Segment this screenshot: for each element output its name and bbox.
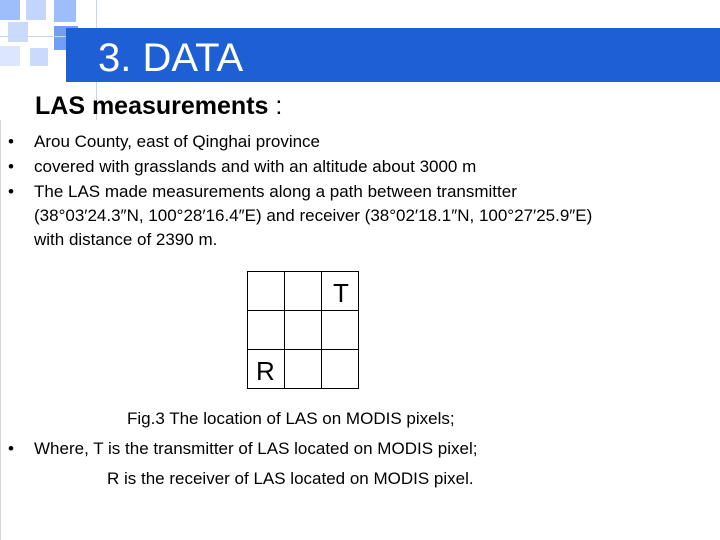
subtitle-text: LAS measurements [35,92,269,120]
bullet-text: with distance of 2390 m. [34,230,218,249]
bullet-marker: • [8,439,14,458]
grid-cell [284,310,322,350]
grid-cell [321,349,359,389]
grid-cell [284,349,322,389]
grid-cell [284,271,322,311]
decor-square [26,0,46,20]
figure-caption: Fig.3 The location of LAS on MODIS pixels; [127,409,455,428]
grid-cell [321,310,359,350]
grid-cell-receiver [247,349,285,389]
bullet-marker: • [8,182,14,201]
bullet-text: Arou County, east of Qinghai province [34,132,321,151]
slide-title: 3. DATA [98,36,244,80]
note-text: Where, T is the transmitter of LAS located on MODIS pixel; [34,439,478,458]
bullet-text: (38°03′24.3″N, 100°28′16.4″E) and receiver (38°02′18.1″N, 100°27′25.9″E) [34,206,593,225]
slide-edge [0,120,1,540]
bullet-text: covered with grasslands and with an altitude about 3000 m [34,157,477,176]
transmitter-label: T [333,278,349,308]
bullet-marker: • [8,157,14,176]
decor-square [54,0,76,22]
grid-cell-transmitter [321,271,359,311]
slide-subtitle [35,90,282,122]
note-text: R is the receiver of LAS located on MODIS pixel. [107,469,474,488]
decor-square [8,22,28,42]
decor-square [0,0,20,20]
decor-square [30,48,48,66]
grid-cell [247,271,285,311]
subtitle-colon: : [275,92,283,120]
bullet-text: The LAS made measurements along a path between transmitter [34,182,517,201]
grid-cell [247,310,285,350]
receiver-label: R [256,356,275,386]
bullet-marker: • [8,132,14,151]
decor-square [0,46,20,66]
modis-pixel-grid [247,271,359,389]
